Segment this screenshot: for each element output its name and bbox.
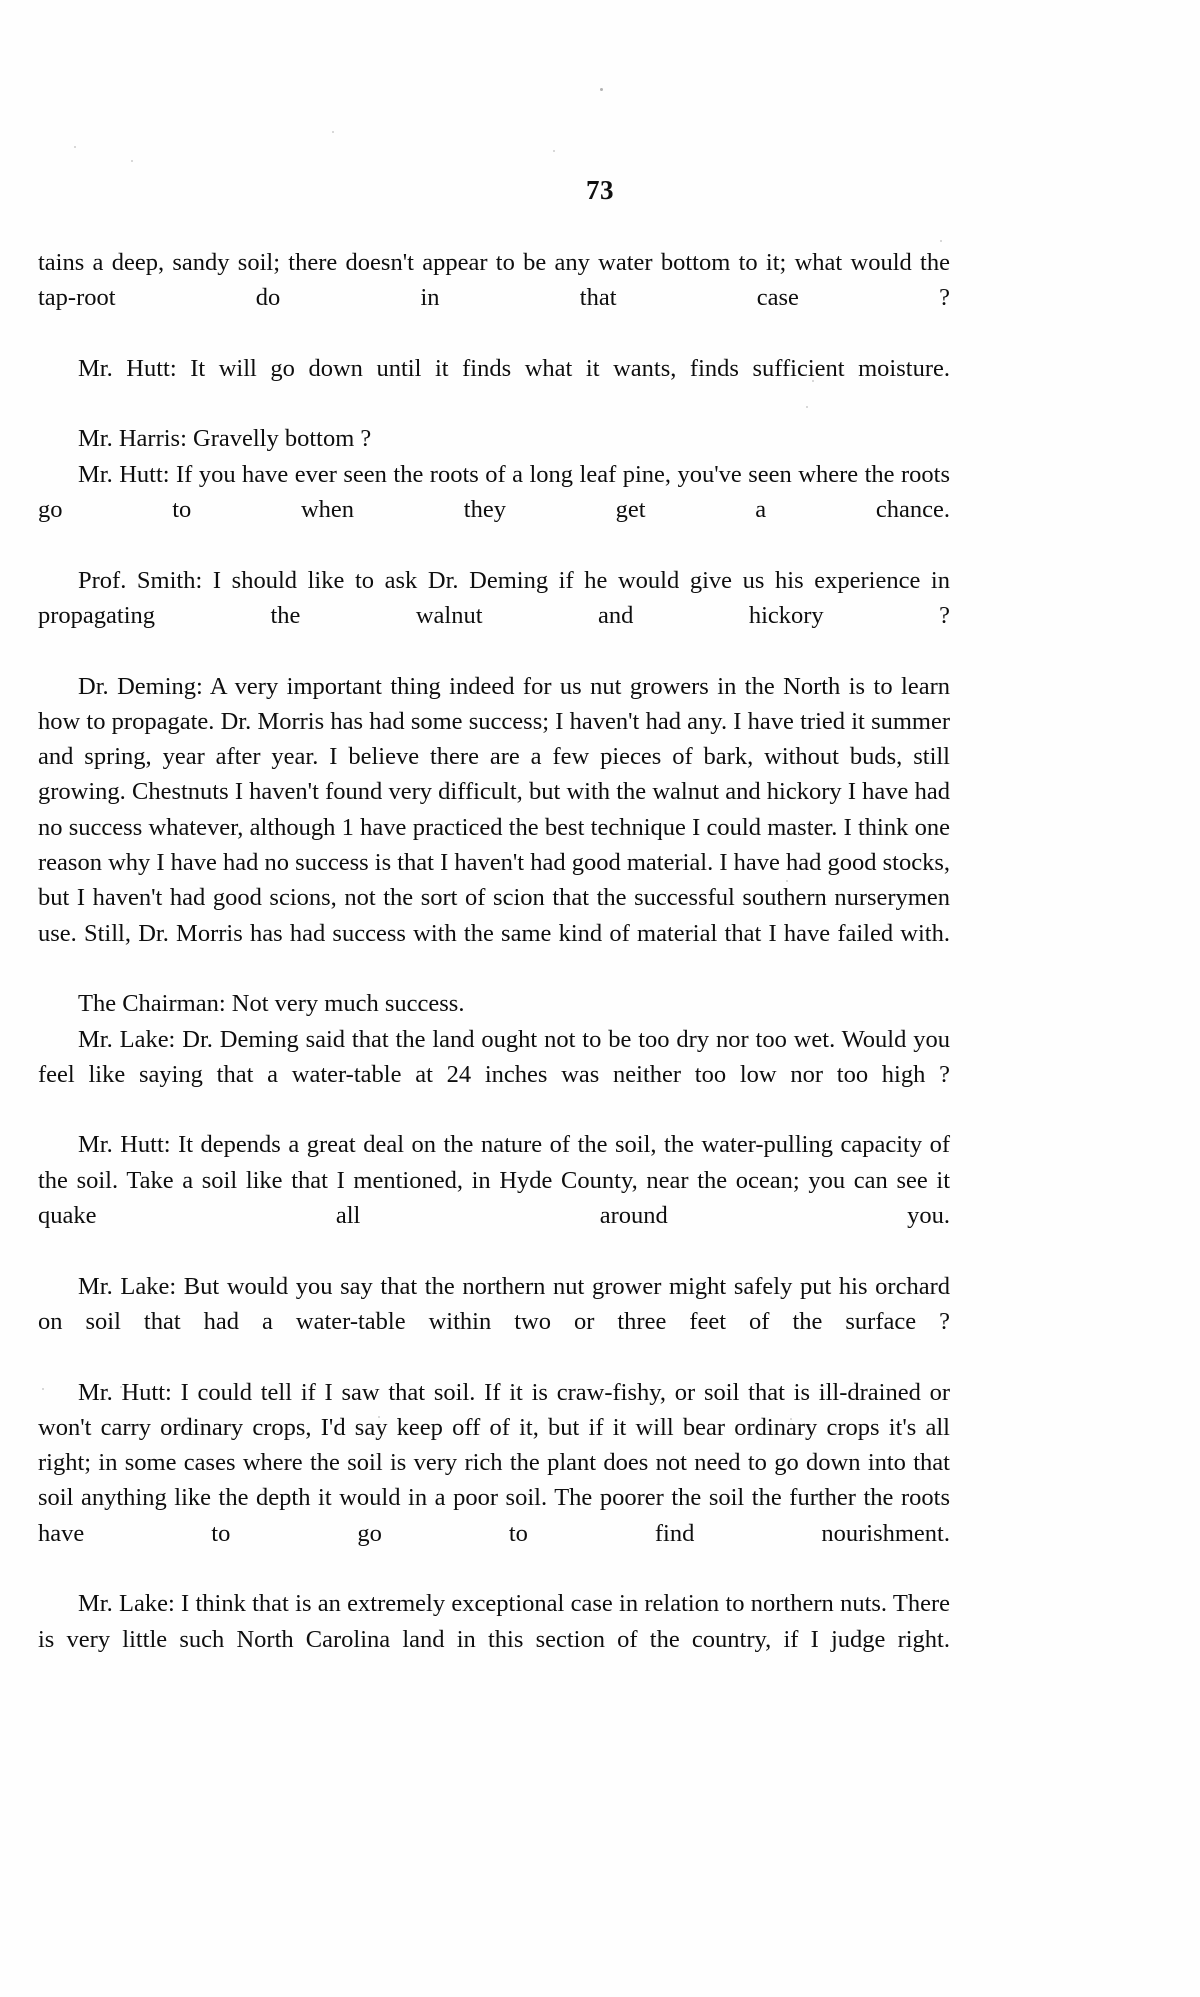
paragraph: Mr. Lake: I think that is an extremely exceptional case in relation to northern nuts. There is very little such North Carolina land in this section of the country, if I judge right.	[38, 1590, 950, 1653]
paragraph: Mr. Lake: But would you say that the northern nut grower might safely put his orchard on soil that had a water-table within two or three feet of the surface ?	[38, 1272, 950, 1335]
scan-speck	[332, 131, 334, 133]
scan-speck	[131, 160, 133, 162]
paragraph: Mr. Harris: Gravelly bottom ?	[78, 425, 372, 453]
paragraph: Mr. Hutt: It will go down until it finds what it wants, finds sufficient moisture.	[78, 354, 950, 382]
paragraph: Mr. Hutt: It depends a great deal on the nature of the soil, the water-pulling capacity of the soil. Take a soil like that I mentioned, in Hyde County, near the ocean; you can see it quake all around you.	[38, 1131, 950, 1230]
scan-speck	[74, 146, 76, 148]
paragraph: tains a deep, sandy soil; there doesn't appear to be any water bottom to it; what would the tap-root do in that case ?	[38, 249, 950, 312]
page-number: 73	[586, 175, 614, 205]
paragraph: Mr. Lake: Dr. Deming said that the land ought not to be too dry nor too wet. Would you feel like saying that a water-table at 24 inches was neither too low nor too high ?	[38, 1025, 950, 1088]
paragraph: Mr. Hutt: I could tell if I saw that soil. If it is craw-fishy, or soil that is ill-drained or won't carry ordinary crops, I'd say keep off of it, but if it will bear ordinary crops it's all right; in some cases where the soil is very rich the plant does not need to go down into that soil anything like the depth it would in a poor soil. The poorer the soil the further the roots have to go to find nourishment.	[38, 1378, 950, 1547]
scan-speck	[553, 150, 555, 152]
scan-speck	[940, 240, 942, 242]
paragraph: The Chairman: Not very much success.	[78, 990, 465, 1018]
paragraph: Dr. Deming: A very important thing indeed for us nut growers in the North is to learn how to propagate. Dr. Morris has had some success; I haven't had any. I have tried it summer and spring, year after year. I believe there are a few pieces of bark, without buds, still growing. Chestnuts I haven't found very difficult, but with the walnut and hickory I have had no success whatever, although 1 have practiced the best technique I could master. I think one reason why I have had no success is that I haven't had good material. I have had good stocks, but I haven't had good scions, not the sort of scion that the successful southern nurserymen use. Still, Dr. Morris has had success with the same kind of material that I have failed with.	[38, 672, 951, 947]
paragraph: Prof. Smith: I should like to ask Dr. Deming if he would give us his experience in propagating the walnut and hickory ?	[38, 566, 950, 629]
page-body	[38, 245, 950, 1692]
scan-speck	[600, 88, 603, 91]
paragraph: Mr. Hutt: If you have ever seen the roots of a long leaf pine, you've seen where the roots go to when they get a chance.	[38, 460, 950, 524]
